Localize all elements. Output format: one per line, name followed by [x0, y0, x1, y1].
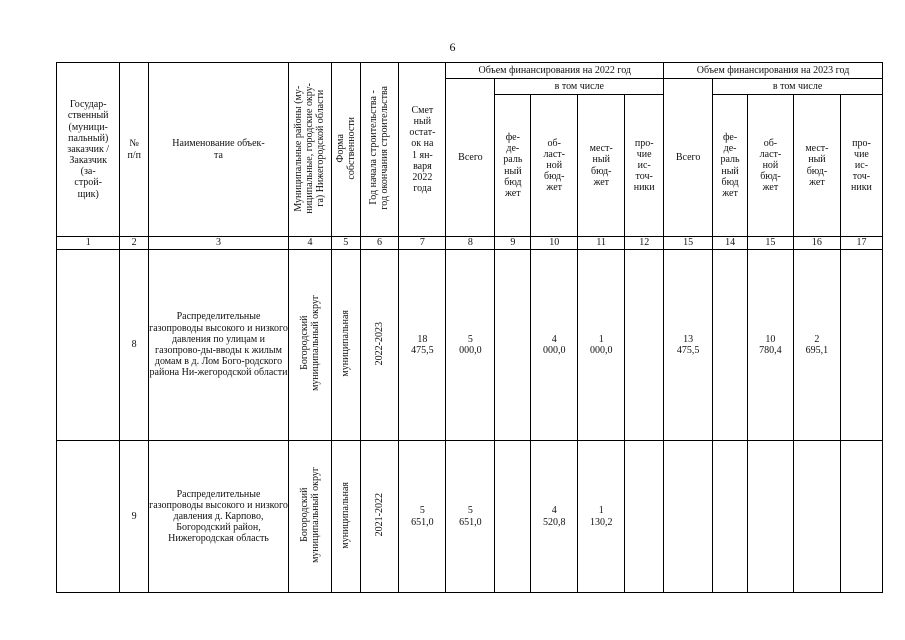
- header-federal-2023: фе- де- раль ный бюд жет: [713, 95, 748, 237]
- page-number: 6: [449, 40, 456, 54]
- header-fin-2022: Объем финансирования на 2022 год: [446, 63, 664, 79]
- col-num: 5: [331, 237, 360, 250]
- col-num: 1: [57, 237, 120, 250]
- header-other-2023: про- чие ис- точ- ники: [840, 95, 882, 237]
- row-district: [289, 441, 332, 593]
- row-regional-2022: 4 000,0: [531, 250, 578, 441]
- row-remaining: 5 651,0: [399, 441, 446, 593]
- row-federal-2022: [495, 441, 531, 593]
- row-district: [289, 250, 332, 441]
- row-ownership: [331, 250, 360, 441]
- col-num: 7: [399, 237, 446, 250]
- header-no: № п/п: [120, 63, 149, 237]
- row-years: [360, 441, 399, 593]
- col-num: 9: [495, 237, 531, 250]
- header-ownership: [331, 63, 360, 237]
- row-years-text: 2022-2023: [373, 321, 385, 366]
- col-num: 6: [360, 237, 399, 250]
- col-num: 15: [747, 237, 793, 250]
- financing-table: [56, 62, 883, 593]
- row-no: 8: [120, 250, 149, 441]
- column-numbers-row: [57, 237, 883, 250]
- row-object-name: Распределительные газопроводы высокого и низкого давления д. Карпово, Богородский район, Нижегородская область: [148, 441, 288, 593]
- row-local-2023: 2 695,1: [793, 250, 840, 441]
- col-num: 14: [713, 237, 748, 250]
- col-num: 12: [625, 237, 664, 250]
- header-ownership-text: Форма собственности: [334, 116, 357, 180]
- col-num: 15: [664, 237, 713, 250]
- row-ownership: [331, 441, 360, 593]
- header-fin-2023: Объем финансирования на 2023 год: [664, 63, 883, 79]
- row-regional-2023: 10 780,4: [747, 250, 793, 441]
- row-years-text: 2021-2022: [373, 493, 385, 537]
- header-years-text: Год начала строительства - год окончания строительства: [368, 86, 391, 210]
- row-local-2022: 1 130,2: [578, 441, 625, 593]
- col-num: 2: [120, 237, 149, 250]
- col-num: 8: [446, 237, 495, 250]
- col-num: 11: [578, 237, 625, 250]
- col-num: 3: [148, 237, 288, 250]
- header-including-2022: в том числе: [495, 79, 664, 95]
- row-ownership-text: муниципальная: [340, 310, 352, 377]
- row-regional-2022: 4 520,8: [531, 441, 578, 593]
- header-total-2023: Всего: [664, 79, 713, 237]
- table-row: [57, 250, 883, 441]
- header-federal-2022: фе- де- раль ный бюд жет: [495, 95, 531, 237]
- row-federal-2023: [713, 250, 748, 441]
- row-local-2023: [793, 441, 840, 593]
- row-other-2023: [840, 250, 882, 441]
- row-total-2023: 13 475,5: [664, 250, 713, 441]
- row-no: 9: [120, 441, 149, 593]
- header-object-name: Наименование объек- та: [148, 63, 288, 237]
- row-customer: [57, 250, 120, 441]
- row-total-2023: [664, 441, 713, 593]
- row-total-2022: 5 000,0: [446, 250, 495, 441]
- col-num: 4: [289, 237, 332, 250]
- row-federal-2023: [713, 441, 748, 593]
- header-local-2022: мест- ный бюд- жет: [578, 95, 625, 237]
- header-including-2023: в том числе: [713, 79, 883, 95]
- row-years: [360, 250, 399, 441]
- row-regional-2023: [747, 441, 793, 593]
- header-years: [360, 63, 399, 237]
- header-total-2022: Всего: [446, 79, 495, 237]
- row-local-2022: 1 000,0: [578, 250, 625, 441]
- row-customer: [57, 441, 120, 593]
- row-federal-2022: [495, 250, 531, 441]
- row-object-name: Распределительные газопроводы высокого и низкого давления по улицам и газопрово-ды-вводы к жилым домам в д. Лом Бого-родского района Ни-жегородской области: [148, 250, 288, 441]
- row-other-2023: [840, 441, 882, 593]
- header-regional-2023: об- ласт- ной бюд- жет: [747, 95, 793, 237]
- header-remaining: Смет ный остат- ок на 1 ян- варя 2022 года: [399, 63, 446, 237]
- header-districts-text: Муниципальные районы (му- ниципальные, городские окру- га) Нижегородской области: [293, 82, 327, 214]
- row-other-2022: [625, 250, 664, 441]
- col-num: 17: [840, 237, 882, 250]
- header-local-2023: мест- ный бюд- жет: [793, 95, 840, 237]
- row-district-text: Богородский муниципальный округ: [298, 466, 321, 563]
- header-regional-2022: об- ласт- ной бюд- жет: [531, 95, 578, 237]
- col-num: 16: [793, 237, 840, 250]
- row-total-2022: 5 651,0: [446, 441, 495, 593]
- header-other-2022: про- чие ис- точ- ники: [625, 95, 664, 237]
- header-districts: [289, 63, 332, 237]
- col-num: 10: [531, 237, 578, 250]
- row-other-2022: [625, 441, 664, 593]
- table-row: [57, 441, 883, 593]
- row-remaining: 18 475,5: [399, 250, 446, 441]
- row-district-text: Богородский муниципальный округ: [298, 295, 321, 392]
- row-ownership-text: муниципальная: [340, 481, 352, 549]
- header-customer: Государ- ственный (муници- пальный) заказчик / Заказчик (за- строй- щик): [57, 63, 120, 237]
